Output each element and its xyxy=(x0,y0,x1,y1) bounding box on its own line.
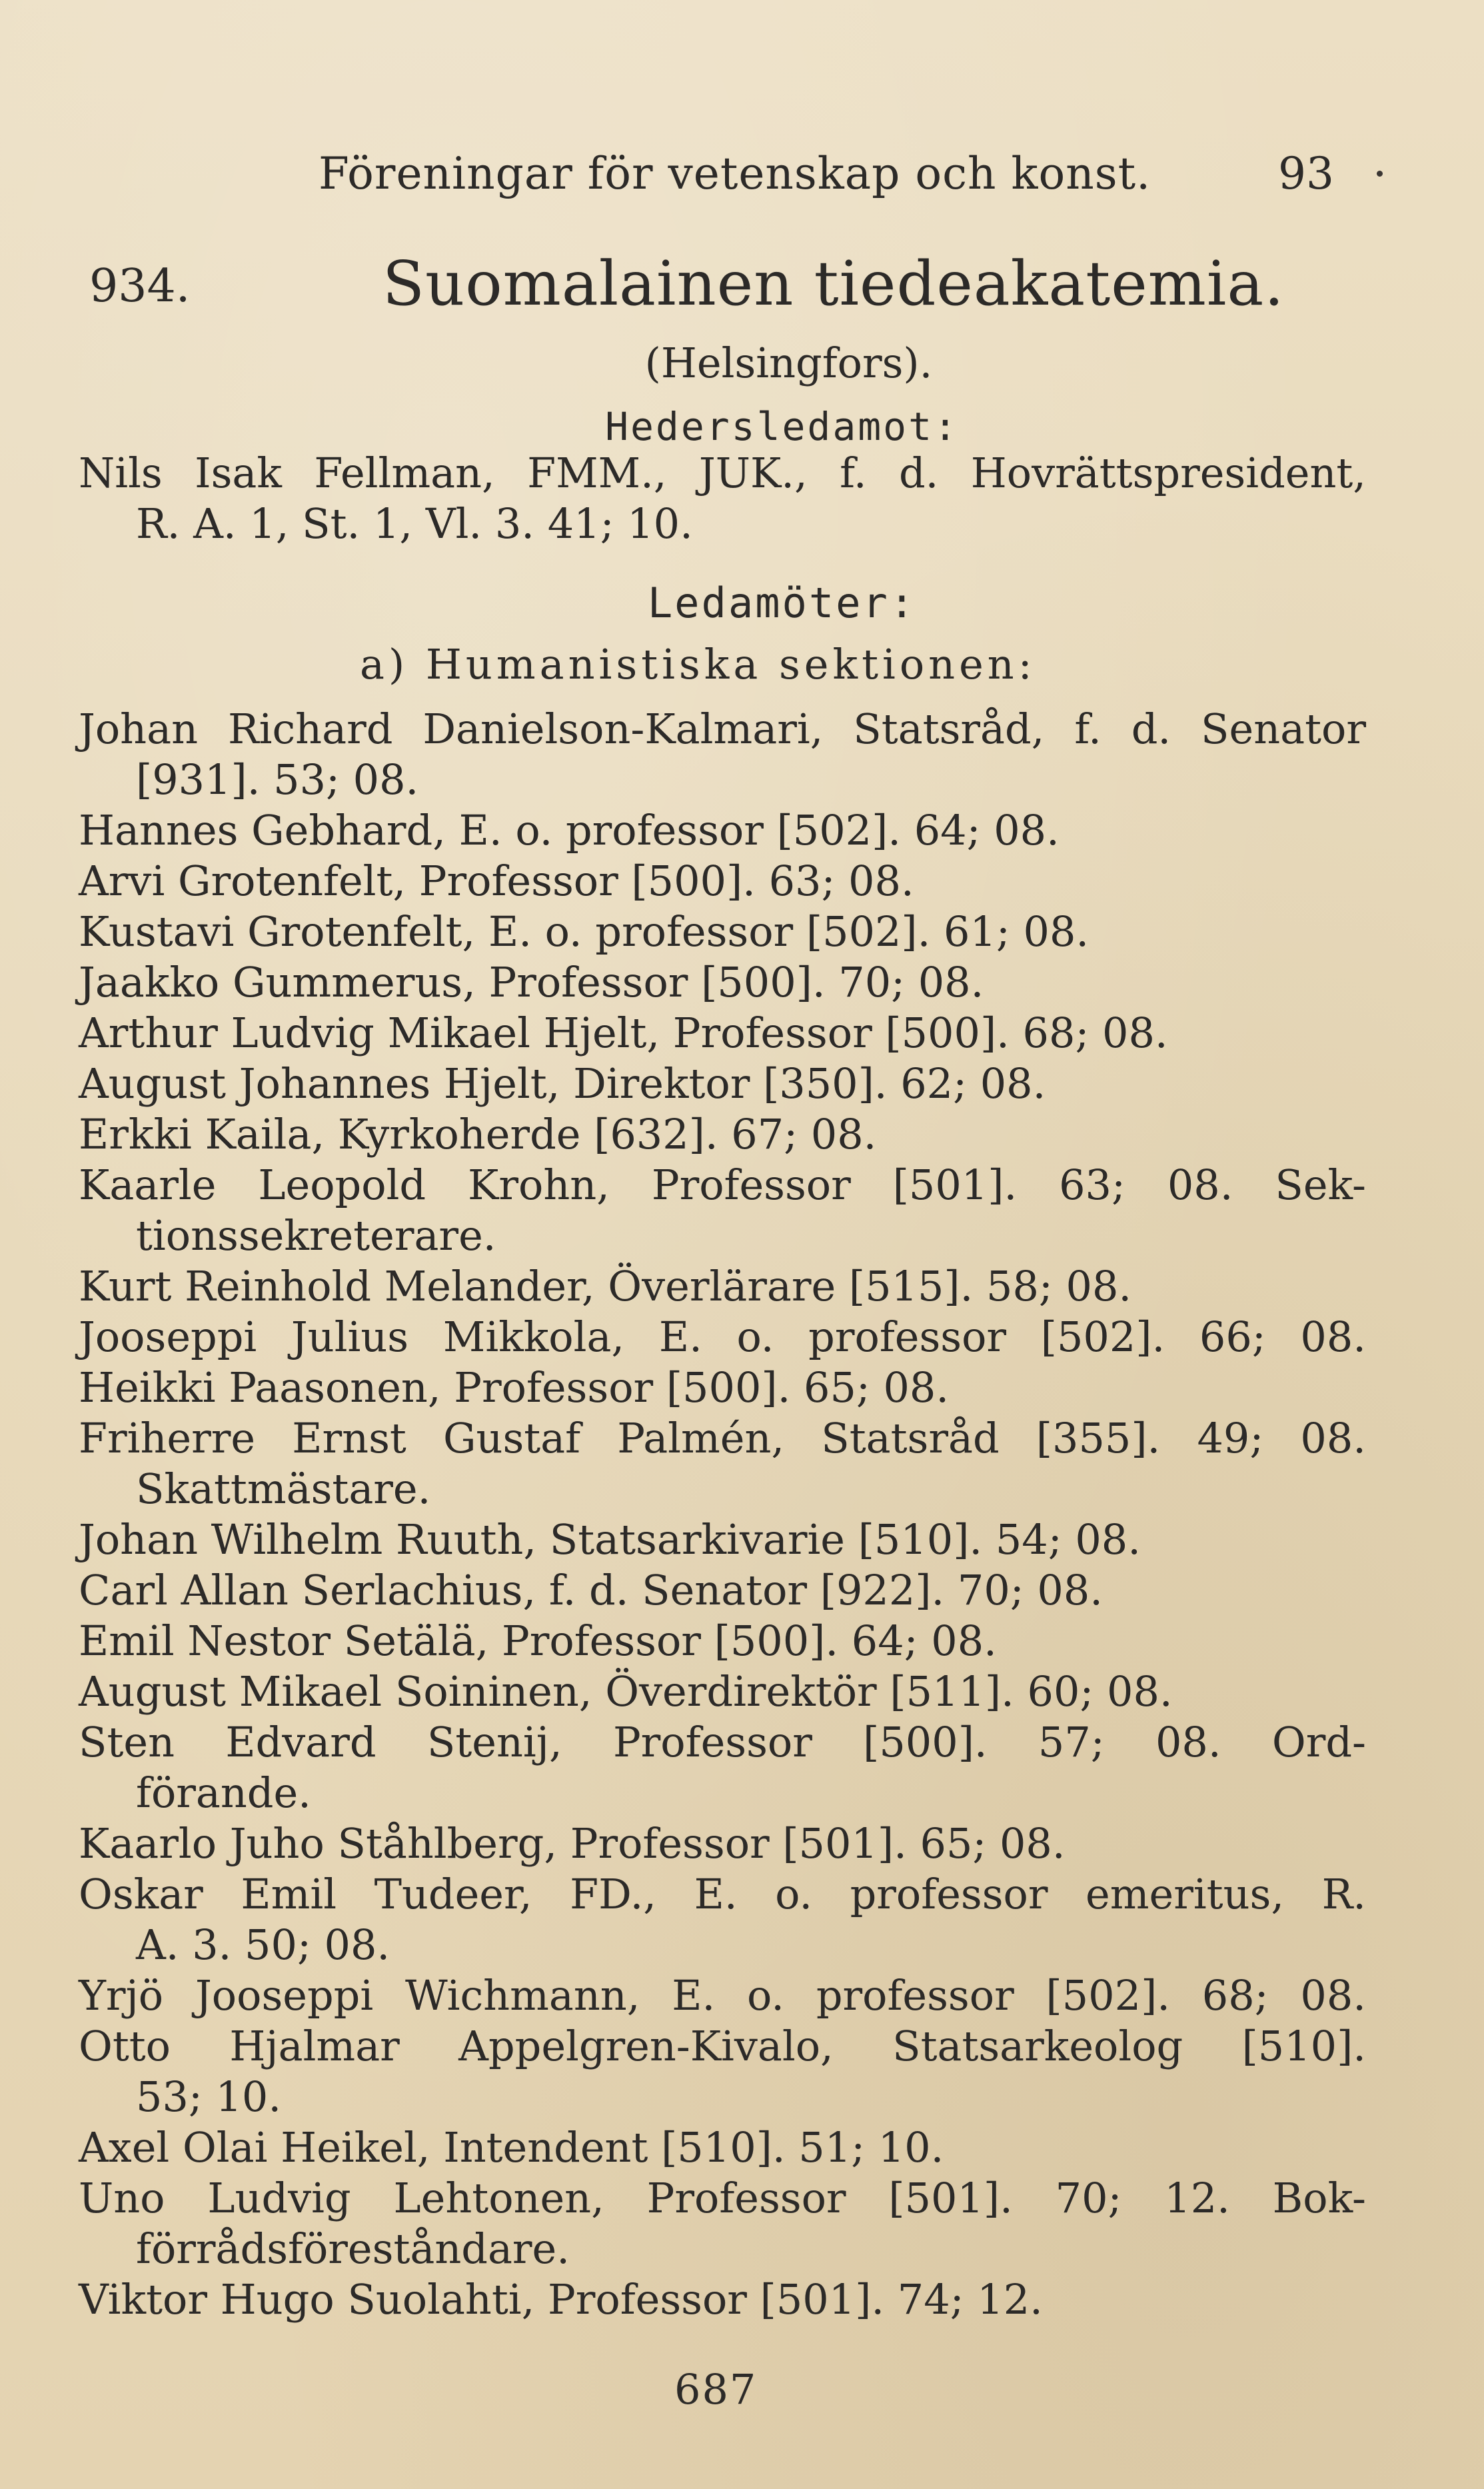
member-line: Yrjö Jooseppi Wichmann, E. o. professor [502]. 68; 08. xyxy=(79,1971,1366,2020)
member-line: Friherre Ernst Gustaf Palmén, Statsråd [355]. 49; 08. xyxy=(79,1414,1366,1462)
member-line: förande. xyxy=(136,1768,311,1817)
member-line: tionssekreterare. xyxy=(136,1211,496,1260)
member-line: Arthur Ludvig Mikael Hjelt, Professor [500]. 68; 08. xyxy=(79,1009,1168,1057)
members-heading: Ledamöter: xyxy=(647,579,917,627)
member-line: Jaakko Gummerus, Professor [500]. 70; 08. xyxy=(79,958,984,1007)
running-head xyxy=(0,148,1484,201)
section-heading: a) Humanistiska sektionen: xyxy=(360,640,1036,689)
society-name: Suomalainen tiedeakatemia. xyxy=(382,248,1285,319)
member-line: Kaarle Leopold Krohn, Professor [501]. 63; 08. Sek- xyxy=(79,1161,1366,1209)
member-line: Sten Edvard Stenij, Professor [500]. 57; 08. Ord- xyxy=(79,1718,1366,1766)
member-line: Oskar Emil Tudeer, FD., E. o. professor emeritus, R. xyxy=(79,1870,1366,1918)
member-line: Kustavi Grotenfelt, E. o. professor [502]. 61; 08. xyxy=(79,907,1090,956)
member-line: förrådsföreståndare. xyxy=(136,2224,570,2273)
member-line: Otto Hjalmar Appelgren-Kivalo, Statsarkeolog [510]. xyxy=(79,2022,1366,2070)
member-line: Arvi Grotenfelt, Professor [500]. 63; 08. xyxy=(79,857,914,905)
member-line: Skattmästare. xyxy=(136,1464,431,1513)
member-line: Hannes Gebhard, E. o. professor [502]. 64; 08. xyxy=(79,806,1060,855)
member-line: 53; 10. xyxy=(136,2072,282,2121)
member-line: Johan Richard Danielson-Kalmari, Statsråd, f. d. Senator xyxy=(79,705,1366,753)
member-line: Uno Ludvig Lehtonen, Professor [501]. 70; 12. Bok- xyxy=(79,2174,1366,2222)
member-line: A. 3. 50; 08. xyxy=(136,1920,390,1969)
member-line: Kurt Reinhold Melander, Överlärare [515]. 58; 08. xyxy=(79,1262,1132,1310)
member-line: August Johannes Hjelt, Direktor [350]. 62; 08. xyxy=(79,1059,1046,1108)
member-line: Kaarlo Juho Ståhlberg, Professor [501]. 65; 08. xyxy=(79,1819,1066,1868)
running-title: Föreningar för vetenskap och konst. xyxy=(319,148,1151,199)
honorary-member-line: Nils Isak Fellman, FMM., JUK., f. d. Hovrättspresident, xyxy=(79,449,1366,497)
honorary-member-line: R. A. 1, St. 1, Vl. 3. 41; 10. xyxy=(136,499,693,548)
page-number: 687 xyxy=(674,2365,758,2414)
member-line: Heikki Paasonen, Professor [500]. 65; 08. xyxy=(79,1363,950,1412)
member-line: [931]. 53; 08. xyxy=(136,755,419,804)
member-line: Emil Nestor Setälä, Professor [500]. 64; 08. xyxy=(79,1616,997,1665)
member-line: Erkki Kaila, Kyrkoherde [632]. 67; 08. xyxy=(79,1110,877,1159)
member-line: Axel Olai Heikel, Intendent [510]. 51; 10. xyxy=(79,2123,944,2172)
entry-number: 934. xyxy=(89,260,191,313)
member-line: Jooseppi Julius Mikkola, E. o. professor [502]. 66; 08. xyxy=(79,1312,1366,1361)
member-line: Johan Wilhelm Ruuth, Statsarkivarie [510]. 54; 08. xyxy=(79,1515,1141,1564)
member-line: Carl Allan Serlachius, f. d. Senator [922]. 70; 08. xyxy=(79,1566,1103,1614)
honorary-member-heading: Hedersledamot: xyxy=(605,404,959,449)
printer-dot xyxy=(1377,171,1383,177)
member-line: August Mikael Soininen, Överdirektör [511]. 60; 08. xyxy=(79,1667,1173,1716)
member-line: Viktor Hugo Suolahti, Professor [501]. 74; 12. xyxy=(79,2275,1043,2324)
society-location: (Helsingfors). xyxy=(644,339,933,387)
running-page-number: 93 xyxy=(1278,148,1334,199)
